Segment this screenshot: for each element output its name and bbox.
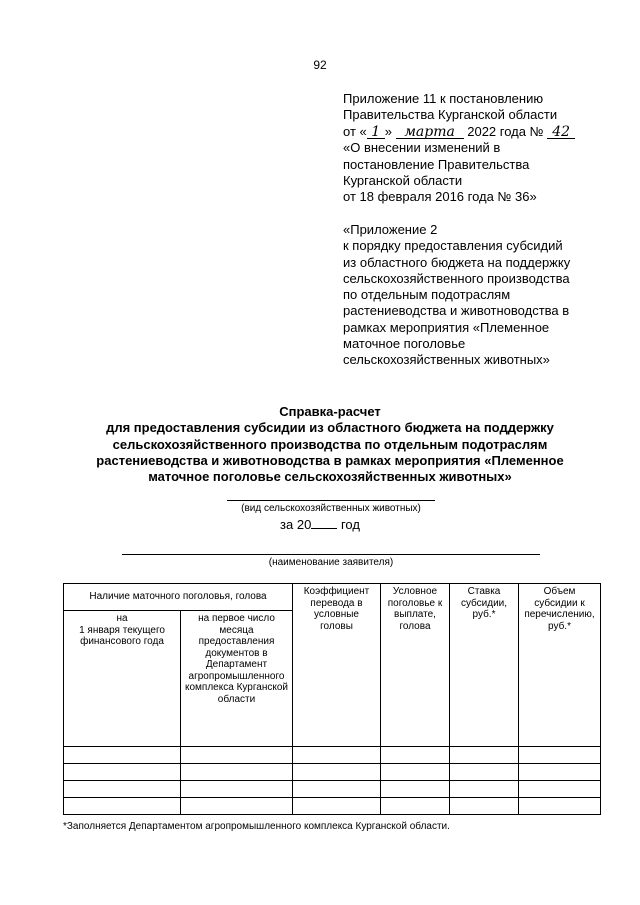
table-cell[interactable] bbox=[293, 798, 381, 815]
appendix2-line: растениеводства и животноводства в bbox=[343, 303, 570, 319]
table-cell[interactable] bbox=[519, 781, 601, 798]
title-line: для предоставления субсидии из областного бюджета на поддержку bbox=[106, 420, 554, 436]
table-cell[interactable] bbox=[181, 764, 293, 781]
document-title bbox=[60, 404, 600, 485]
table-cell[interactable] bbox=[450, 747, 519, 764]
appendix2-line: рамках мероприятия «Племенное bbox=[343, 319, 550, 335]
table-cell[interactable] bbox=[450, 781, 519, 798]
handwritten-number: 42 bbox=[547, 126, 575, 139]
title-line: Справка-расчет bbox=[279, 404, 381, 419]
appendix-line: «О внесении изменений в bbox=[343, 140, 501, 156]
table-cell[interactable] bbox=[181, 781, 293, 798]
appendix-date-line bbox=[343, 124, 613, 140]
date-suffix: 2022 года № bbox=[467, 123, 544, 139]
header-herd-availability: Наличие маточного поголовья, голова bbox=[64, 584, 293, 611]
table-cell[interactable] bbox=[181, 798, 293, 815]
handwritten-month: марта bbox=[396, 126, 464, 139]
calculation-table bbox=[63, 583, 601, 815]
year-blank[interactable] bbox=[311, 517, 337, 529]
appendix-line: Курганской области bbox=[343, 173, 463, 189]
appendix-2-header bbox=[343, 222, 623, 369]
title-line: растениеводства и животноводства в рамках мероприятия «Племенное bbox=[96, 452, 564, 468]
appendix-line: от 18 февраля 2016 года № 36» bbox=[343, 189, 537, 205]
appendix2-line: сельскохозяйственных животных» bbox=[343, 352, 550, 368]
appendix-line: Приложение 11 к постановлению bbox=[343, 91, 544, 106]
appendix-line: Правительства Курганской области bbox=[343, 107, 558, 123]
appendix-header bbox=[343, 91, 613, 206]
animal-type-caption: (вид сельскохозяйственных животных) bbox=[241, 503, 421, 514]
table-row bbox=[64, 781, 601, 798]
page-number: 92 bbox=[313, 58, 327, 72]
date-mid: » bbox=[384, 123, 392, 139]
appendix2-line: по отдельным подотраслям bbox=[343, 287, 511, 303]
table-cell[interactable] bbox=[181, 747, 293, 764]
appendix2-line: к порядку предоставления субсидий bbox=[343, 238, 563, 254]
table-cell[interactable] bbox=[64, 798, 181, 815]
title-line: маточное поголовье сельскохозяйственных животных» bbox=[148, 469, 512, 485]
table-cell[interactable] bbox=[293, 764, 381, 781]
appendix2-line: из областного бюджета на поддержку bbox=[343, 254, 571, 270]
table-row bbox=[64, 764, 601, 781]
appendix2-line: сельскохозяйственного производства bbox=[343, 270, 570, 286]
header-jan-1: на 1 января текущего финансового года bbox=[64, 611, 181, 747]
table-row bbox=[64, 747, 601, 764]
header-first-of-month: на первое число месяца предоставления документов в Департамент агропромышленного комплекса Курганской области bbox=[181, 611, 293, 747]
table-cell[interactable] bbox=[519, 747, 601, 764]
date-prefix: от « bbox=[343, 123, 367, 139]
header-conversion-coefficient: Коэффициент перевода в условные головы bbox=[293, 584, 381, 747]
footnote: *Заполняется Департаментом агропромышленного комплекса Курганской области. bbox=[63, 821, 450, 832]
handwritten-day: 1 bbox=[367, 126, 385, 139]
table-row bbox=[64, 798, 601, 815]
table-cell[interactable] bbox=[293, 781, 381, 798]
table-cell[interactable] bbox=[450, 798, 519, 815]
appendix2-line: «Приложение 2 bbox=[343, 222, 438, 237]
table-cell[interactable] bbox=[381, 764, 450, 781]
table-cell[interactable] bbox=[519, 798, 601, 815]
table-cell[interactable] bbox=[519, 764, 601, 781]
table-cell[interactable] bbox=[64, 781, 181, 798]
year-suffix: год bbox=[340, 517, 360, 532]
appendix2-line: маточное поголовье bbox=[343, 336, 466, 352]
applicant-caption: (наименование заявителя) bbox=[268, 557, 394, 568]
year-line bbox=[0, 517, 640, 532]
year-prefix: за 20 bbox=[280, 517, 312, 532]
animal-type-fill-line[interactable] bbox=[227, 500, 435, 501]
table-cell[interactable] bbox=[381, 798, 450, 815]
table-cell[interactable] bbox=[450, 764, 519, 781]
table-cell[interactable] bbox=[293, 747, 381, 764]
table-cell[interactable] bbox=[64, 764, 181, 781]
table-cell[interactable] bbox=[64, 747, 181, 764]
header-subsidy-rate: Ставка субсидии, руб.* bbox=[450, 584, 519, 747]
header-subsidy-amount: Объем субсидии к перечислению, руб.* bbox=[519, 584, 601, 747]
table-cell[interactable] bbox=[381, 747, 450, 764]
appendix-line: постановление Правительства bbox=[343, 156, 530, 172]
title-line: сельскохозяйственного производства по отдельным подотраслям bbox=[112, 436, 548, 452]
header-conditional-livestock: Условное поголовье к выплате, голова bbox=[381, 584, 450, 747]
applicant-fill-line[interactable] bbox=[122, 554, 540, 555]
table-cell[interactable] bbox=[381, 781, 450, 798]
